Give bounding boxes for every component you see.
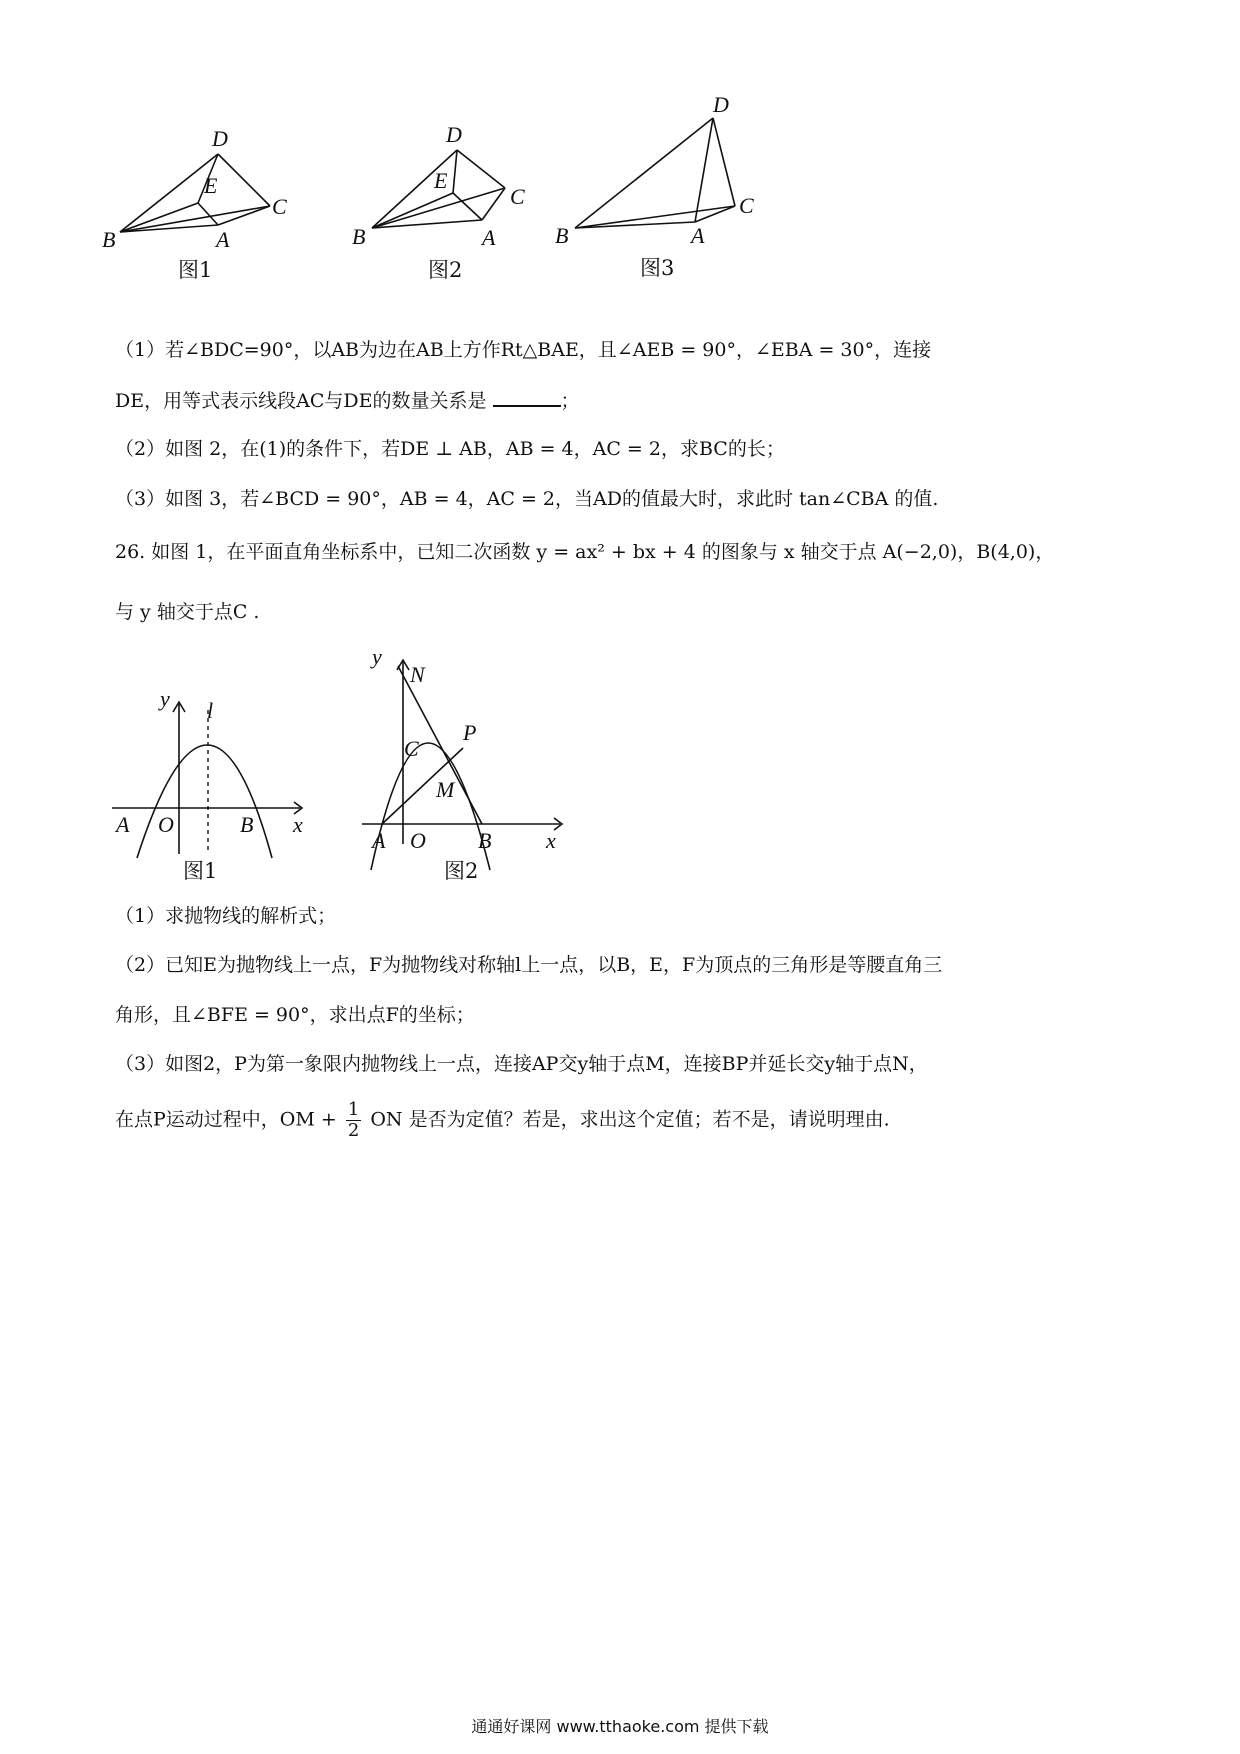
label-O: O [158, 812, 174, 837]
q25-part1-line2 [115, 387, 580, 414]
label-C: C [404, 736, 419, 761]
label-B: B [102, 227, 116, 252]
label-C: C [272, 194, 287, 219]
label-B: B [555, 223, 569, 248]
label-E: E [204, 173, 218, 198]
q26-figure-1-parabola [110, 686, 320, 894]
q25-part1-end: ； [560, 390, 580, 412]
label-C: C [510, 184, 525, 209]
q26-part3-text-a: 在点P运动过程中，OM + [115, 1108, 337, 1131]
label-A: A [691, 223, 705, 248]
figure-1-quadrilateral [100, 120, 320, 294]
q25-part2: （2）如图 2，在(1)的条件下，若DE ⊥ AB，AB = 4，AC = 2，求BC的长； [115, 438, 785, 460]
figure-caption: 图1 [178, 258, 213, 282]
label-O: O [410, 828, 426, 853]
label-y: y [160, 686, 170, 711]
label-M: M [436, 777, 455, 802]
q26-figure-2-parabola [360, 644, 580, 894]
fraction-numerator: 1 [347, 1099, 360, 1120]
label-A: A [482, 225, 496, 250]
q25-part1-line1: （1）若∠BDC=90°，以AB为边在AB上方作Rt△BAE，且∠AEB = 90°，∠EBA = 30°，连接 [115, 339, 932, 361]
q26-part3-text-b: ON 是否为定值？若是，求出这个定值；若不是，请说明理由. [370, 1108, 890, 1131]
page-footer: 通通好课网 www.tthaoke.com 提供下载 [471, 1717, 769, 1736]
label-B: B [478, 828, 492, 853]
q25-part3: （3）如图 3，若∠BCD = 90°，AB = 4，AC = 2，当AD的值最大时，求此时 tan∠CBA 的值. [115, 488, 939, 510]
q26-part3-line1: （3）如图2，P为第一象限内抛物线上一点，连接AP交y轴于点M，连接BP并延长交y轴于点N， [115, 1053, 928, 1075]
answer-blank [493, 387, 561, 407]
q26-part2-line2: 角形，且∠BFE = 90°，求出点F的坐标； [115, 1004, 475, 1026]
q26-part1: （1）求抛物线的解析式； [115, 905, 337, 927]
q25-part1-text: DE，用等式表示线段AC与DE的数量关系是 [115, 390, 487, 412]
label-B: B [240, 812, 254, 837]
label-A: A [372, 828, 386, 853]
label-D: D [446, 122, 462, 147]
label-A: A [216, 227, 230, 252]
q26-intro-line1: 26. 如图 1，在平面直角坐标系中，已知二次函数 y = ax² + bx + 4 的图象与 x 轴交于点 A(−2,0)，B(4,0)， [115, 541, 1055, 563]
fraction-one-half [346, 1100, 361, 1141]
label-y: y [372, 644, 382, 669]
figure-2-quadrilateral [350, 120, 550, 294]
label-D: D [713, 92, 729, 117]
figure-caption: 图1 [183, 859, 218, 883]
label-l: l [207, 698, 214, 723]
q26-part2-line1: （2）已知E为抛物线上一点，F为抛物线对称轴l上一点，以B，E，F为顶点的三角形是等腰直角三 [115, 954, 943, 976]
label-E: E [434, 168, 448, 193]
label-P: P [463, 720, 477, 745]
label-x: x [546, 828, 556, 853]
label-D: D [212, 126, 228, 151]
fraction-denominator: 2 [347, 1120, 360, 1141]
figure-caption: 图2 [428, 258, 463, 282]
label-x: x [293, 812, 303, 837]
q26-intro-line2: 与 y 轴交于点C . [115, 601, 260, 623]
label-N: N [410, 662, 425, 687]
figure-caption: 图2 [444, 859, 479, 883]
figure-caption: 图3 [640, 256, 675, 280]
label-B: B [352, 224, 366, 249]
figure-3-quadrilateral [555, 92, 775, 294]
label-A: A [116, 812, 130, 837]
label-C: C [739, 193, 754, 218]
q26-part3-line2 [115, 1100, 890, 1141]
